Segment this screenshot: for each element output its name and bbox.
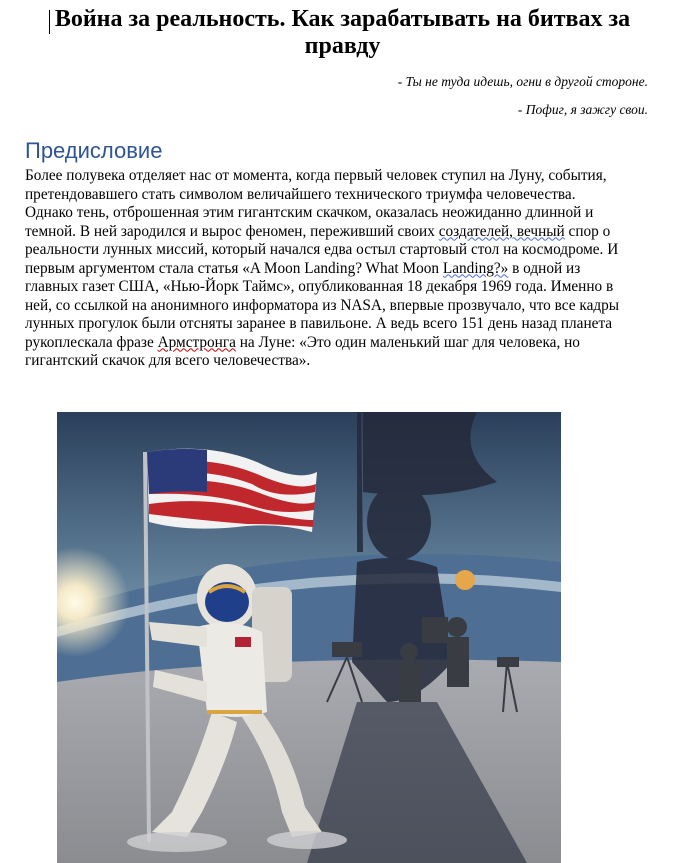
paragraph-line: реальности лунных миссий, который начался едва остыл стартовый стол на космодроме. И (25, 241, 619, 258)
epigraph-line: - Ты не туда идешь, огни в другой стороне. (397, 74, 648, 89)
text: на Луне: «Это один маленький шаг для человека, но (235, 333, 580, 351)
text: в одной из (508, 259, 581, 277)
document-title[interactable] (30, 6, 655, 60)
paragraph-line (25, 260, 655, 279)
astronaut-illustration[interactable] (57, 412, 561, 863)
epigraph-line: - Пофиг, я зажгу свои. (517, 102, 648, 117)
body-paragraph[interactable] (25, 167, 655, 371)
grammar-flagged-text[interactable]: Landing?» (442, 259, 509, 277)
paragraph-line: главных газет США, «Нью-Йорк Таймс», опубликованная 18 декабря 1969 года. Именно в (25, 278, 614, 295)
paragraph-line (25, 334, 655, 353)
paragraph-line: лунных прогулок были отсняты заранее в павильоне. А ведь всего 151 день назад планета (25, 315, 613, 332)
title-line: правду (304, 33, 381, 59)
grammar-flagged-text[interactable]: создателей, вечный (438, 222, 565, 240)
paragraph-line: Однако тень, отброшенная этим гигантским скачком, оказалась неожиданно длинной и (25, 204, 594, 221)
text: темной. В ней зародился и вырос феномен, переживший своих (25, 222, 439, 240)
text: рукоплескала фразе (25, 333, 158, 351)
section-heading: Предисловие (25, 138, 163, 163)
spelling-flagged-text[interactable]: Армстронга (157, 333, 236, 351)
paragraph-line: ней, со ссылкой на анонимного информатора из NASA, впервые прозвучало, что все кадры (25, 296, 620, 314)
paragraph-line (25, 223, 655, 242)
text: первым аргументом стала статья «A Moon Landing? What Moon (25, 259, 443, 277)
paragraph-line: гигантский скачок для всего человечества». (25, 352, 311, 369)
text: спор о (564, 222, 611, 240)
paragraph-line: претендовавшего стать символом величайшего технического триумфа человечества. (25, 185, 576, 203)
title-line: Война за реальность. Как зарабатывать на битвах за (54, 6, 631, 32)
paragraph-line: Более полувека отделяет нас от момента, когда первый человек ступил на Луну, события, (25, 167, 607, 184)
